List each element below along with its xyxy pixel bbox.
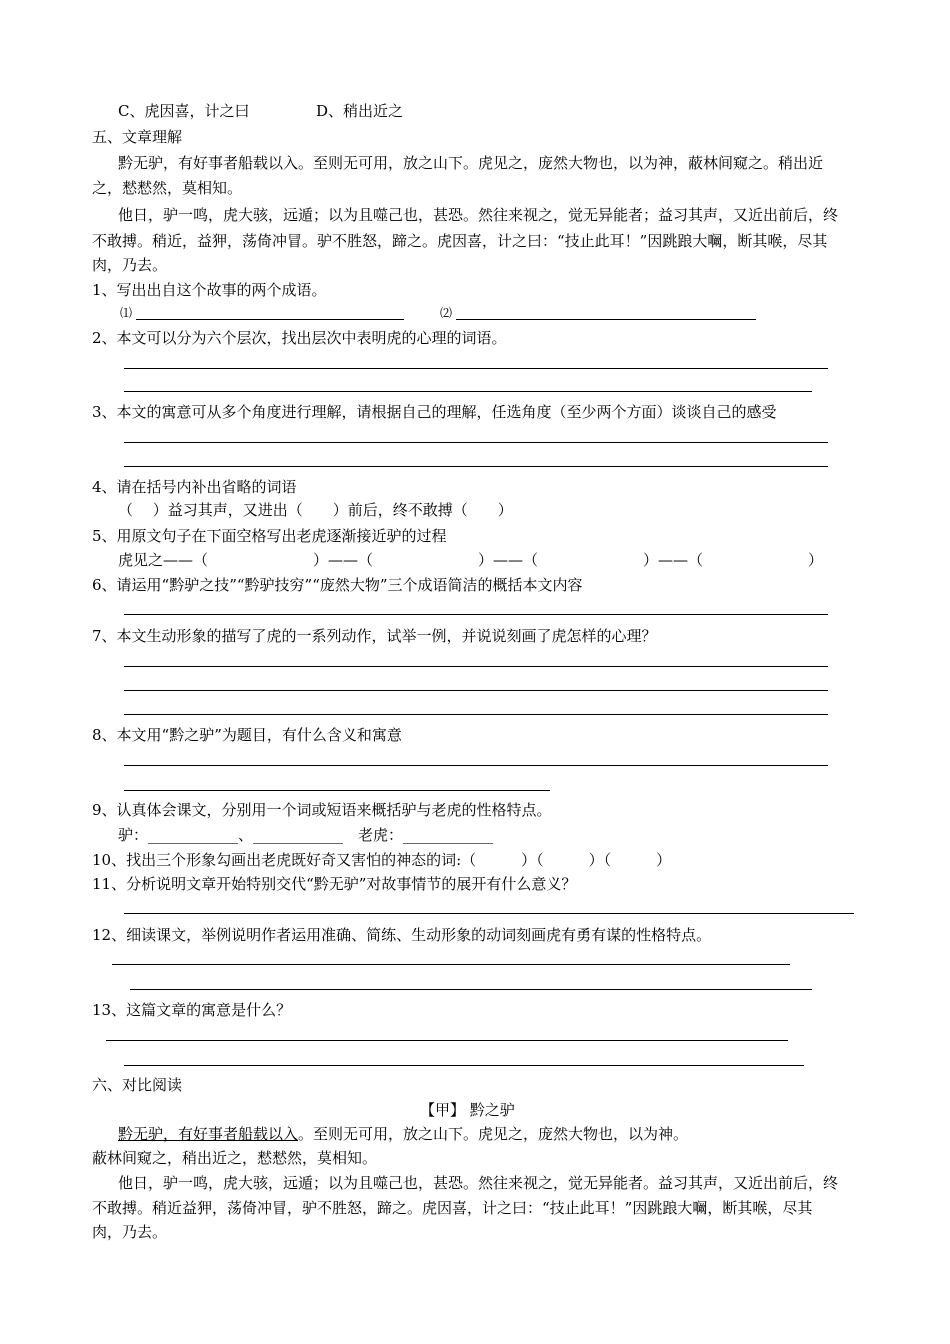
question-6: 6、请运用“黔驴之技”“黔驴技穷”“庞然大物”三个成语简洁的概括本文内容	[92, 576, 583, 594]
answer-line[interactable]	[124, 714, 828, 715]
passage-line: 黔无驴，有好事者船载以入。至则无可用，放之山下。虎见之，庞然大物也，以为神，蔽林间窥之。稍出近	[118, 154, 824, 172]
question-2: 2、本文可以分为六个层次，找出层次中表明虎的心理的词语。	[92, 329, 507, 347]
answer-line[interactable]	[124, 391, 812, 392]
option-d: D、稍出近之	[316, 102, 404, 120]
question-5-blanks: 虎见之——（ ）——（ ）——（ ）——（ ）	[118, 551, 824, 569]
question-3: 3、本文的寓意可从多个角度进行理解，请根据自己的理解，任选角度（至少两个方面）谈谈自己的感受	[92, 403, 777, 421]
option-c: C、虎因喜，计之曰	[118, 102, 250, 120]
question-4: 4、请在括号内补出省略的词语	[92, 478, 297, 496]
question-5: 5、用原文句子在下面空格写出老虎逐渐接近驴的过程	[92, 527, 447, 545]
underlined-sentence: 黔无驴，有好事者船载以入	[118, 1125, 299, 1143]
question-1: 1、写出出自这个故事的两个成语。	[92, 281, 327, 299]
question-13: 13、这篇文章的寓意是什么？	[92, 1001, 292, 1019]
answer-blank[interactable]	[456, 319, 756, 320]
answer-label-1: ⑴	[120, 306, 133, 320]
section-title: 五、文章理解	[92, 128, 183, 146]
passage-line	[118, 1124, 688, 1144]
question-11: 11、分析说明文章开始特别交代“黔无驴”对故事情节的展开有什么意义？	[92, 875, 577, 893]
question-8: 8、本文用“黔之驴”为题目，有什么含义和寓意	[92, 726, 402, 744]
answer-line[interactable]	[124, 466, 828, 467]
passage-line: 之，慭慭然，莫相知。	[92, 179, 243, 197]
answer-line[interactable]	[124, 1065, 804, 1066]
passage-line: 蔽林间窥之，稍出近之，慭慭然，莫相知。	[92, 1149, 378, 1167]
answer-line[interactable]	[130, 989, 812, 990]
question-10: 10、找出三个形象勾画出老虎既好奇又害怕的神态的词:（ ）（ ）（ ）	[92, 851, 672, 869]
answer-line[interactable]	[124, 666, 828, 667]
answer-line[interactable]	[124, 765, 828, 766]
answer-line[interactable]	[124, 790, 550, 791]
passage-line: 他日，驴一鸣，虎大骇，远遁；以为且噬己也，甚恐。然往来视之，觉无异能者；益习其声，又近出前后，终	[118, 206, 839, 224]
answer-line[interactable]	[124, 913, 854, 914]
answer-label-2: ⑵	[440, 306, 453, 320]
question-9-blanks: 驴：____________、____________ 老虎：____________	[118, 826, 494, 844]
passage-line: 不敢搏。稍近，益狎，荡倚冲冒。驴不胜怒，蹄之。虎因喜，计之曰：“技止此耳！”因跳踉大㘎，断其喉，尽其	[92, 232, 828, 250]
answer-line[interactable]	[124, 442, 828, 443]
passage-heading: 【甲】 黔之驴	[420, 1101, 515, 1119]
answer-line[interactable]	[124, 614, 828, 615]
answer-line[interactable]	[112, 964, 790, 965]
question-7: 7、本文生动形象的描写了虎的一系列动作，试举一例，并说说刻画了虎怎样的心理？	[92, 627, 657, 645]
passage-text: 。至则无可用，放之山下。虎见之，庞然大物也，以为神。	[298, 1125, 689, 1143]
question-4-blanks: （ ）益习其声，又进出（ ）前后，终不敢搏（ ）	[118, 501, 513, 519]
answer-blank[interactable]	[136, 319, 404, 320]
answer-line[interactable]	[124, 690, 828, 691]
answer-line[interactable]	[124, 368, 828, 369]
passage-line: 不敢搏。稍近益狎，荡倚冲冒，驴不胜怒，蹄之。虎因喜，计之曰：“技止此耳！”因跳踉大㘎，断其喉，尽其	[92, 1199, 813, 1217]
section-title: 六、对比阅读	[92, 1076, 183, 1094]
question-9: 9、认真体会课文，分别用一个词或短语来概括驴与老虎的性格特点。	[92, 801, 552, 819]
passage-line: 肉，乃去。	[92, 256, 168, 274]
answer-line[interactable]	[106, 1040, 788, 1041]
passage-line: 他日，驴一鸣，虎大骇，远遁；以为且噬己也，甚恐。然往来视之，觉无异能者。益习其声，又近出前后，终	[118, 1174, 839, 1192]
question-12: 12、细读课文，举例说明作者运用准确、简练、生动形象的动词刻画虎有勇有谋的性格特点。	[92, 926, 712, 944]
passage-line: 肉，乃去。	[92, 1223, 168, 1241]
